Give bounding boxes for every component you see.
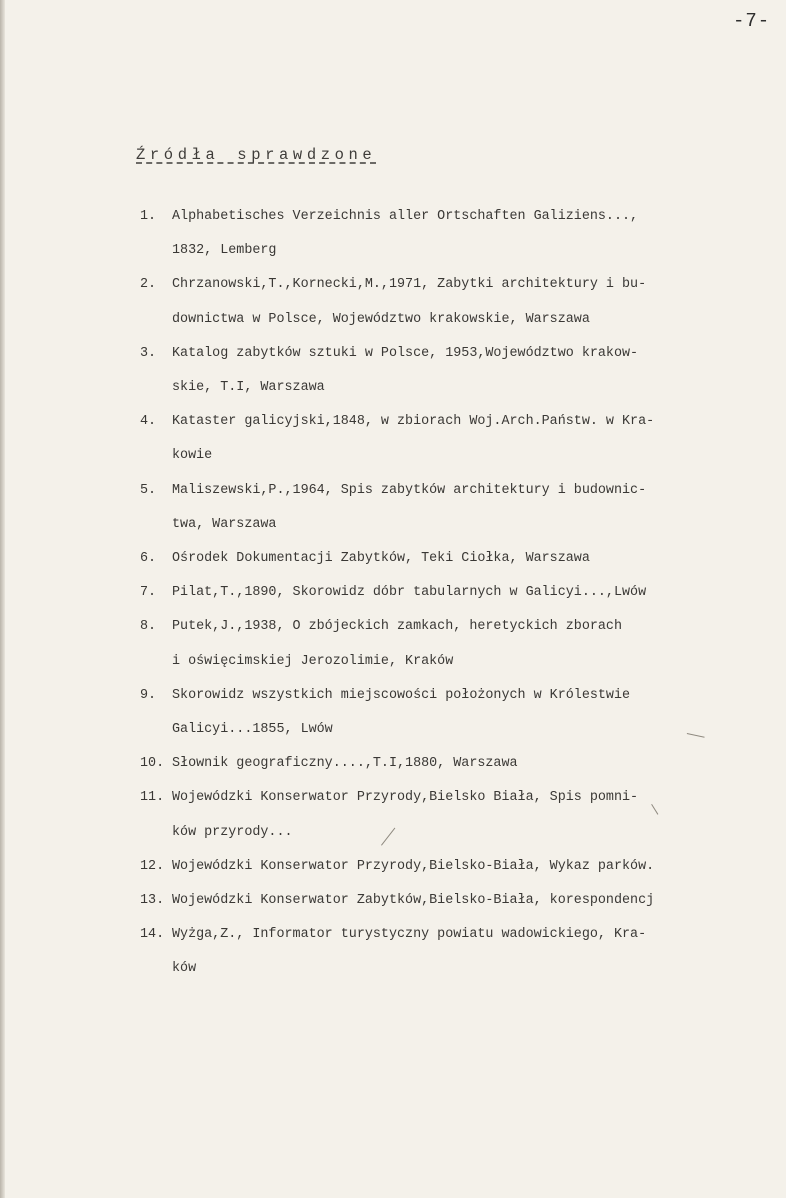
source-text: Wojewódzki Konserwator Przyrody,Bielsko-Biała, Wykaz parków.: [172, 858, 655, 874]
page-edge-shadow: [0, 0, 5, 1198]
source-item: [140, 747, 786, 781]
source-number: 11.: [140, 790, 165, 806]
source-text: Kataster galicyjski,1848, w zbiorach Woj.Arch.Państw. w Kra- kowie: [172, 414, 655, 464]
source-item: [140, 200, 786, 268]
page-number: -7-: [733, 10, 771, 32]
section-heading: Źródła sprawdzone: [136, 146, 377, 164]
source-item: [140, 268, 786, 336]
source-text: Wojewódzki Konserwator Przyrody,Bielsko Biała, Spis pomni- ków przyrody...: [172, 790, 639, 840]
source-text: Słownik geograficzny....,T.I,1880, Warszawa: [172, 756, 518, 772]
source-text: Skorowidz wszystkich miejscowości położonych w Królestwie Galicyi...1855, Lwów: [172, 687, 631, 738]
source-number: 13.: [140, 893, 165, 909]
source-number: 3.: [140, 345, 157, 361]
source-item: [140, 781, 786, 849]
source-item: [140, 610, 786, 678]
source-text: Putek,J.,1938, O zbójeckich zamkach, heretyckich zborach i oświęcimskiej Jerozolimie, Kraków: [172, 619, 622, 669]
source-item: [140, 337, 786, 405]
source-item: [140, 884, 786, 918]
source-text: Alphabetisches Verzeichnis aller Ortschaften Galiziens..., 1832, Lemberg: [172, 209, 639, 259]
source-text: Katalog zabytków sztuki w Polsce, 1953,Województwo krakow- skie, T.I, Warszawa: [172, 345, 639, 396]
source-text: Maliszewski,P.,1964, Spis zabytków architektury i budownic- twa, Warszawa: [172, 482, 647, 532]
source-number: 6.: [140, 551, 157, 567]
sources-list: [140, 200, 786, 987]
source-number: 1.: [140, 209, 157, 224]
source-number: 7.: [140, 585, 157, 601]
source-text: Wojewódzki Konserwator Zabytków,Bielsko-Biała, korespondencj: [172, 893, 655, 909]
source-text: Chrzanowski,T.,Kornecki,M.,1971, Zabytki architektury i bu- downictwa w Polsce, Województwo krakowskie, Warszawa: [172, 277, 647, 327]
source-number: 8.: [140, 619, 157, 635]
source-number: 10.: [140, 756, 165, 772]
source-number: 2.: [140, 277, 157, 293]
source-number: 9.: [140, 687, 157, 703]
source-text: Ośrodek Dokumentacji Zabytków, Teki Ciołka, Warszawa: [172, 551, 590, 567]
source-number: 5.: [140, 482, 157, 498]
source-text: Wyżga,Z., Informator turystyczny powiatu wadowickiego, Kra- ków: [172, 927, 647, 977]
source-item: [140, 679, 786, 747]
source-text: Pilat,T.,1890, Skorowidz dóbr tabularnych w Galicyi...,Lwów: [172, 585, 647, 601]
source-number: 12.: [140, 858, 165, 874]
source-number: 14.: [140, 927, 165, 943]
source-item: [140, 576, 786, 610]
source-number: 4.: [140, 414, 157, 430]
source-item: [140, 542, 786, 576]
source-item: [140, 918, 786, 986]
source-item: [140, 850, 786, 884]
source-item: [140, 474, 786, 542]
source-item: [140, 405, 786, 473]
